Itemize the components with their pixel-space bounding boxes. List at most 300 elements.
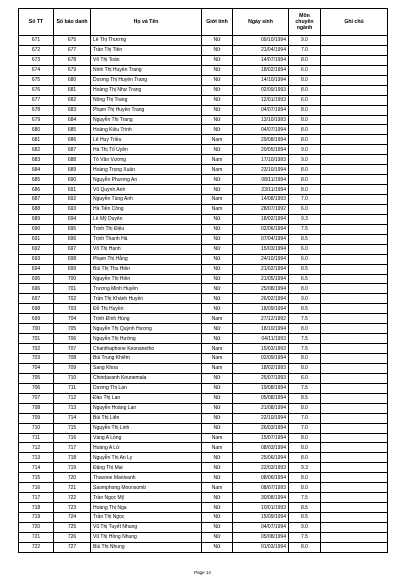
cell-sex: Nữ <box>202 453 233 463</box>
cell-sex: Nữ <box>202 145 233 155</box>
cell-sbd: 707 <box>54 344 91 354</box>
cell-sbd: 722 <box>54 493 91 503</box>
table-row <box>19 95 388 105</box>
cell-note <box>321 324 388 334</box>
header-stt: Số TT <box>19 9 54 36</box>
cell-sbd: 711 <box>54 383 91 393</box>
cell-name: Trần Thị Khánh Huyền <box>91 294 202 304</box>
cell-dob: 18/02/1993 <box>233 363 289 373</box>
cell-dob: 18/09/1994 <box>233 304 289 314</box>
table-row <box>19 185 388 195</box>
cell-sbd: 716 <box>54 433 91 443</box>
cell-sbd: 719 <box>54 463 91 473</box>
cell-name: Lê Thị Thương <box>91 36 202 46</box>
cell-name: Lê Huy Triều <box>91 135 202 145</box>
cell-dob: 14/08/1993 <box>233 195 289 205</box>
cell-name: Nguyễn Thị Trang <box>91 115 202 125</box>
cell-sex: Nam <box>202 354 233 364</box>
cell-sbd: 681 <box>54 85 91 95</box>
table-row <box>19 354 388 364</box>
cell-name: Phạm Thị Huyền Trang <box>91 105 202 115</box>
cell-stt: 681 <box>19 135 54 145</box>
cell-dob: 25/08/1994 <box>233 284 289 294</box>
cell-note <box>321 45 388 55</box>
cell-dob: 04/07/1994 <box>233 105 289 115</box>
cell-score: 8.5 <box>289 264 321 274</box>
cell-sbd: 724 <box>54 513 91 523</box>
table-row <box>19 423 388 433</box>
cell-sex: Nữ <box>202 532 233 542</box>
cell-stt: 695 <box>19 274 54 284</box>
cell-sex: Nữ <box>202 45 233 55</box>
cell-score: 8.0 <box>289 483 321 493</box>
cell-note <box>321 373 388 383</box>
cell-stt: 675 <box>19 75 54 85</box>
cell-dob: 18/02/1994 <box>233 65 289 75</box>
cell-note <box>321 264 388 274</box>
cell-dob: 09/10/1994 <box>233 36 289 46</box>
cell-stt: 684 <box>19 165 54 175</box>
cell-sbd: 694 <box>54 214 91 224</box>
cell-score: 8.5 <box>289 513 321 523</box>
cell-score: 8.0 <box>289 125 321 135</box>
cell-dob: 23/11/1994 <box>233 185 289 195</box>
cell-note <box>321 522 388 532</box>
cell-dob: 21/02/1994 <box>233 264 289 274</box>
cell-sbd: 701 <box>54 284 91 294</box>
cell-sbd: 720 <box>54 473 91 483</box>
cell-sbd: 683 <box>54 105 91 115</box>
cell-stt: 689 <box>19 214 54 224</box>
cell-score: 8.0 <box>289 542 321 552</box>
cell-name: Nguyễn Tùng Anh <box>91 195 202 205</box>
cell-sbd: 689 <box>54 165 91 175</box>
cell-note <box>321 443 388 453</box>
cell-stt: 714 <box>19 463 54 473</box>
cell-note <box>321 284 388 294</box>
cell-note <box>321 463 388 473</box>
cell-sex: Nam <box>202 433 233 443</box>
cell-sex: Nữ <box>202 373 233 383</box>
cell-sbd: 710 <box>54 373 91 383</box>
cell-dob: 14/07/1994 <box>233 55 289 65</box>
cell-sbd: 687 <box>54 145 91 155</box>
cell-sex: Nam <box>202 344 233 354</box>
cell-note <box>321 473 388 483</box>
cell-score: 8.0 <box>289 354 321 364</box>
cell-name: Trần Ngọc Mỹ <box>91 493 202 503</box>
cell-note <box>321 532 388 542</box>
cell-sbd: 696 <box>54 234 91 244</box>
cell-sex: Nữ <box>202 254 233 264</box>
cell-score: 7.0 <box>289 45 321 55</box>
cell-name: Nguyễn Thị Hường <box>91 334 202 344</box>
cell-stt: 679 <box>19 115 54 125</box>
cell-sex: Nữ <box>202 383 233 393</box>
cell-note <box>321 85 388 95</box>
cell-note <box>321 105 388 115</box>
cell-dob: 23/10/1994 <box>233 165 289 175</box>
cell-name: Nguyễn Thị Linh <box>91 423 202 433</box>
cell-note <box>321 254 388 264</box>
cell-note <box>321 65 388 75</box>
cell-dob: 10/01/1993 <box>233 503 289 513</box>
cell-dob: 04/11/1993 <box>233 334 289 344</box>
header-dob: Ngày sinh <box>233 9 289 36</box>
cell-sex: Nữ <box>202 105 233 115</box>
header-name: Họ và Tên <box>91 9 202 36</box>
cell-stt: 704 <box>19 363 54 373</box>
cell-name: Bùi Trung Khiêm <box>91 354 202 364</box>
cell-dob: 07/04/1994 <box>233 234 289 244</box>
cell-sex: Nữ <box>202 522 233 532</box>
table-row <box>19 195 388 205</box>
cell-note <box>321 135 388 145</box>
cell-note <box>321 95 388 105</box>
cell-name: Vàng A Lồng <box>91 433 202 443</box>
cell-name: Trịnh Đình Hùng <box>91 314 202 324</box>
cell-sbd: 684 <box>54 115 91 125</box>
cell-dob: 25/06/1994 <box>233 453 289 463</box>
cell-stt: 692 <box>19 244 54 254</box>
cell-note <box>321 334 388 344</box>
cell-sex: Nữ <box>202 334 233 344</box>
cell-note <box>321 493 388 503</box>
cell-sbd: 708 <box>54 354 91 364</box>
cell-dob: 28/07/1992 <box>233 204 289 214</box>
table-row <box>19 383 388 393</box>
cell-dob: 02/09/1993 <box>233 85 289 95</box>
cell-stt: 722 <box>19 542 54 552</box>
cell-sbd: 712 <box>54 393 91 403</box>
cell-score: 8.0 <box>289 284 321 294</box>
cell-stt: 711 <box>19 433 54 443</box>
cell-note <box>321 115 388 125</box>
table-row <box>19 522 388 532</box>
cell-sbd: 686 <box>54 135 91 145</box>
table-row <box>19 284 388 294</box>
cell-dob: 26/03/1994 <box>233 423 289 433</box>
table-row <box>19 433 388 443</box>
table-row <box>19 373 388 383</box>
cell-stt: 693 <box>19 254 54 264</box>
cell-sex: Nam <box>202 165 233 175</box>
cell-stt: 713 <box>19 453 54 463</box>
cell-stt: 708 <box>19 403 54 413</box>
table-row <box>19 75 388 85</box>
cell-stt: 703 <box>19 354 54 364</box>
cell-dob: 21/05/1994 <box>233 274 289 284</box>
cell-dob: 20/05/1994 <box>233 145 289 155</box>
cell-score: 8.5 <box>289 234 321 244</box>
cell-stt: 705 <box>19 373 54 383</box>
cell-sbd: 679 <box>54 65 91 75</box>
cell-name: Đào Thị Lan <box>91 393 202 403</box>
cell-score: 8.0 <box>289 105 321 115</box>
cell-dob: 15/09/1994 <box>233 513 289 523</box>
cell-name: Vũ Thị Tuyết Nhung <box>91 522 202 532</box>
cell-sex: Nữ <box>202 393 233 403</box>
table-header-row <box>19 9 388 36</box>
cell-note <box>321 483 388 493</box>
cell-note <box>321 175 388 185</box>
cell-dob: 01/03/1994 <box>233 542 289 552</box>
table-row <box>19 363 388 373</box>
table-row <box>19 264 388 274</box>
cell-stt: 701 <box>19 334 54 344</box>
cell-stt: 687 <box>19 195 54 205</box>
cell-stt: 677 <box>19 95 54 105</box>
cell-name: Nguyễn Thị Quỳnh Hương <box>91 324 202 334</box>
cell-sbd: 690 <box>54 175 91 185</box>
cell-score: 6.0 <box>289 254 321 264</box>
cell-sbd: 703 <box>54 304 91 314</box>
header-score: Môn chuyên ngành <box>289 9 321 36</box>
cell-note <box>321 36 388 46</box>
cell-note <box>321 165 388 175</box>
cell-stt: 709 <box>19 413 54 423</box>
table-body <box>19 36 388 553</box>
cell-stt: 702 <box>19 344 54 354</box>
cell-stt: 698 <box>19 304 54 314</box>
table-row <box>19 244 388 254</box>
cell-name: Nguyễn Thị Hiền <box>91 274 202 284</box>
cell-dob: 22/10/1994 <box>233 413 289 423</box>
cell-score: 9.0 <box>289 145 321 155</box>
cell-stt: 699 <box>19 314 54 324</box>
cell-stt: 673 <box>19 55 54 65</box>
cell-stt: 715 <box>19 473 54 483</box>
cell-sex: Nữ <box>202 214 233 224</box>
cell-sbd: 693 <box>54 204 91 214</box>
table-row <box>19 463 388 473</box>
cell-note <box>321 354 388 364</box>
cell-score: 8.0 <box>289 175 321 185</box>
table-row <box>19 274 388 284</box>
cell-sbd: 677 <box>54 45 91 55</box>
cell-name: Bùi Thị Liên <box>91 413 202 423</box>
cell-sex: Nam <box>202 155 233 165</box>
cell-dob: 15/03/1993 <box>233 344 289 354</box>
candidate-table <box>18 8 388 553</box>
cell-score: 7.5 <box>289 532 321 542</box>
cell-sex: Nữ <box>202 542 233 552</box>
cell-sex: Nữ <box>202 503 233 513</box>
cell-sbd: 691 <box>54 185 91 195</box>
table-row <box>19 105 388 115</box>
cell-sex: Nữ <box>202 85 233 95</box>
cell-score: 7.5 <box>289 493 321 503</box>
cell-sbd: 727 <box>54 542 91 552</box>
cell-score: 8.0 <box>289 433 321 443</box>
cell-sex: Nữ <box>202 473 233 483</box>
cell-sbd: 706 <box>54 334 91 344</box>
cell-stt: 691 <box>19 234 54 244</box>
cell-stt: 686 <box>19 185 54 195</box>
cell-dob: 27/12/1992 <box>233 314 289 324</box>
header-sex: Giới tính <box>202 9 233 36</box>
cell-note <box>321 204 388 214</box>
cell-name: Hà Tiến Công <box>91 204 202 214</box>
cell-name: Trịnh Thị Điệu <box>91 224 202 234</box>
cell-note <box>321 145 388 155</box>
cell-sex: Nữ <box>202 304 233 314</box>
cell-sbd: 714 <box>54 413 91 423</box>
cell-sex: Nam <box>202 363 233 373</box>
cell-note <box>321 155 388 165</box>
table-row <box>19 393 388 403</box>
cell-name: Võ Thị Hạnh <box>91 244 202 254</box>
cell-note <box>321 433 388 443</box>
cell-sex: Nữ <box>202 125 233 135</box>
cell-name: Trương Minh Huyền <box>91 284 202 294</box>
cell-stt: 683 <box>19 155 54 165</box>
cell-sex: Nữ <box>202 185 233 195</box>
table-row <box>19 542 388 552</box>
cell-score: 8.0 <box>289 324 321 334</box>
cell-name: Saomphong Moonsomb <box>91 483 202 493</box>
cell-note <box>321 55 388 65</box>
cell-sbd: 697 <box>54 244 91 254</box>
cell-sex: Nữ <box>202 36 233 46</box>
cell-stt: 706 <box>19 383 54 393</box>
cell-sbd: 726 <box>54 532 91 542</box>
cell-score: 7.0 <box>289 195 321 205</box>
table-row <box>19 145 388 155</box>
cell-dob: 12/01/1993 <box>233 95 289 105</box>
cell-sbd: 721 <box>54 483 91 493</box>
cell-note <box>321 413 388 423</box>
cell-name: Nguyễn Thị An Ly <box>91 453 202 463</box>
cell-stt: 720 <box>19 522 54 532</box>
cell-dob: 26/02/1994 <box>233 294 289 304</box>
cell-sbd: 723 <box>54 503 91 513</box>
table-row <box>19 334 388 344</box>
cell-sex: Nữ <box>202 264 233 274</box>
cell-stt: 700 <box>19 324 54 334</box>
cell-name: Đặng Thị Mai <box>91 463 202 473</box>
cell-name: Dương Thị Huyền Trang <box>91 75 202 85</box>
cell-name: Tô Văn Vương <box>91 155 202 165</box>
cell-score: 8.0 <box>289 75 321 85</box>
cell-score: 8.0 <box>289 403 321 413</box>
cell-score: 8.0 <box>289 443 321 453</box>
table-row <box>19 214 388 224</box>
cell-score: 7.5 <box>289 314 321 324</box>
cell-stt: 717 <box>19 493 54 503</box>
cell-score: 7.5 <box>289 383 321 393</box>
table-row <box>19 254 388 264</box>
table-row <box>19 234 388 244</box>
cell-score: 8.5 <box>289 304 321 314</box>
table-row <box>19 453 388 463</box>
cell-note <box>321 513 388 523</box>
cell-note <box>321 363 388 373</box>
cell-stt: 696 <box>19 284 54 294</box>
cell-score: 6.5 <box>289 274 321 284</box>
cell-name: Ninh Thị Huyền Trang <box>91 65 202 75</box>
cell-score: 7.5 <box>289 344 321 354</box>
cell-sex: Nữ <box>202 413 233 423</box>
cell-score: 6.0 <box>289 65 321 75</box>
cell-note <box>321 125 388 135</box>
cell-sex: Nữ <box>202 75 233 85</box>
cell-note <box>321 423 388 433</box>
cell-sbd: 685 <box>54 125 91 135</box>
cell-sbd: 692 <box>54 195 91 205</box>
cell-dob: 08/06/1994 <box>233 473 289 483</box>
cell-stt: 718 <box>19 503 54 513</box>
cell-note <box>321 244 388 254</box>
cell-dob: 08/11/1994 <box>233 175 289 185</box>
cell-sex: Nữ <box>202 95 233 105</box>
cell-name: Trần Thị Tiền <box>91 45 202 55</box>
cell-sbd: 725 <box>54 522 91 532</box>
cell-note <box>321 503 388 513</box>
cell-stt: 694 <box>19 264 54 274</box>
cell-score: 9.0 <box>289 155 321 165</box>
cell-sex: Nữ <box>202 224 233 234</box>
cell-note <box>321 304 388 314</box>
cell-stt: 712 <box>19 443 54 453</box>
cell-name: Phạm Thị Hằng <box>91 254 202 264</box>
cell-score: 9.0 <box>289 36 321 46</box>
cell-stt: 719 <box>19 513 54 523</box>
cell-dob: 13/10/1993 <box>233 115 289 125</box>
cell-dob: 21/08/1994 <box>233 403 289 413</box>
table-row <box>19 493 388 503</box>
cell-sbd: 698 <box>54 254 91 264</box>
cell-dob: 22/03/1993 <box>233 463 289 473</box>
cell-sbd: 704 <box>54 314 91 324</box>
table-row <box>19 403 388 413</box>
cell-dob: 15/03/1994 <box>233 244 289 254</box>
cell-dob: 30/08/1994 <box>233 493 289 503</box>
table-row <box>19 503 388 513</box>
cell-stt: 672 <box>19 45 54 55</box>
table-row <box>19 115 388 125</box>
cell-name: Nguyễn Phương An <box>91 175 202 185</box>
cell-score: 8.0 <box>289 473 321 483</box>
cell-score: 7.5 <box>289 334 321 344</box>
cell-sex: Nữ <box>202 65 233 75</box>
cell-dob: 14/10/1994 <box>233 75 289 85</box>
cell-stt: 676 <box>19 85 54 95</box>
cell-stt: 685 <box>19 175 54 185</box>
cell-sex: Nữ <box>202 274 233 284</box>
cell-sbd: 700 <box>54 274 91 284</box>
cell-stt: 688 <box>19 204 54 214</box>
cell-stt: 678 <box>19 105 54 115</box>
cell-score: 8.0 <box>289 85 321 95</box>
table-row <box>19 125 388 135</box>
cell-note <box>321 453 388 463</box>
cell-score: 7.0 <box>289 413 321 423</box>
table-row <box>19 85 388 95</box>
cell-score: 6.0 <box>289 204 321 214</box>
cell-note <box>321 234 388 244</box>
cell-sex: Nam <box>202 204 233 214</box>
cell-dob: 02/06/1994 <box>233 224 289 234</box>
cell-name: Hoàng A Lử <box>91 443 202 453</box>
cell-dob: 18/10/1994 <box>233 324 289 334</box>
cell-sex: Nữ <box>202 423 233 433</box>
cell-name: Bùi Thị Nhung <box>91 542 202 552</box>
cell-sex: Nữ <box>202 244 233 254</box>
table-row <box>19 204 388 214</box>
cell-stt: 674 <box>19 65 54 75</box>
table-row <box>19 165 388 175</box>
